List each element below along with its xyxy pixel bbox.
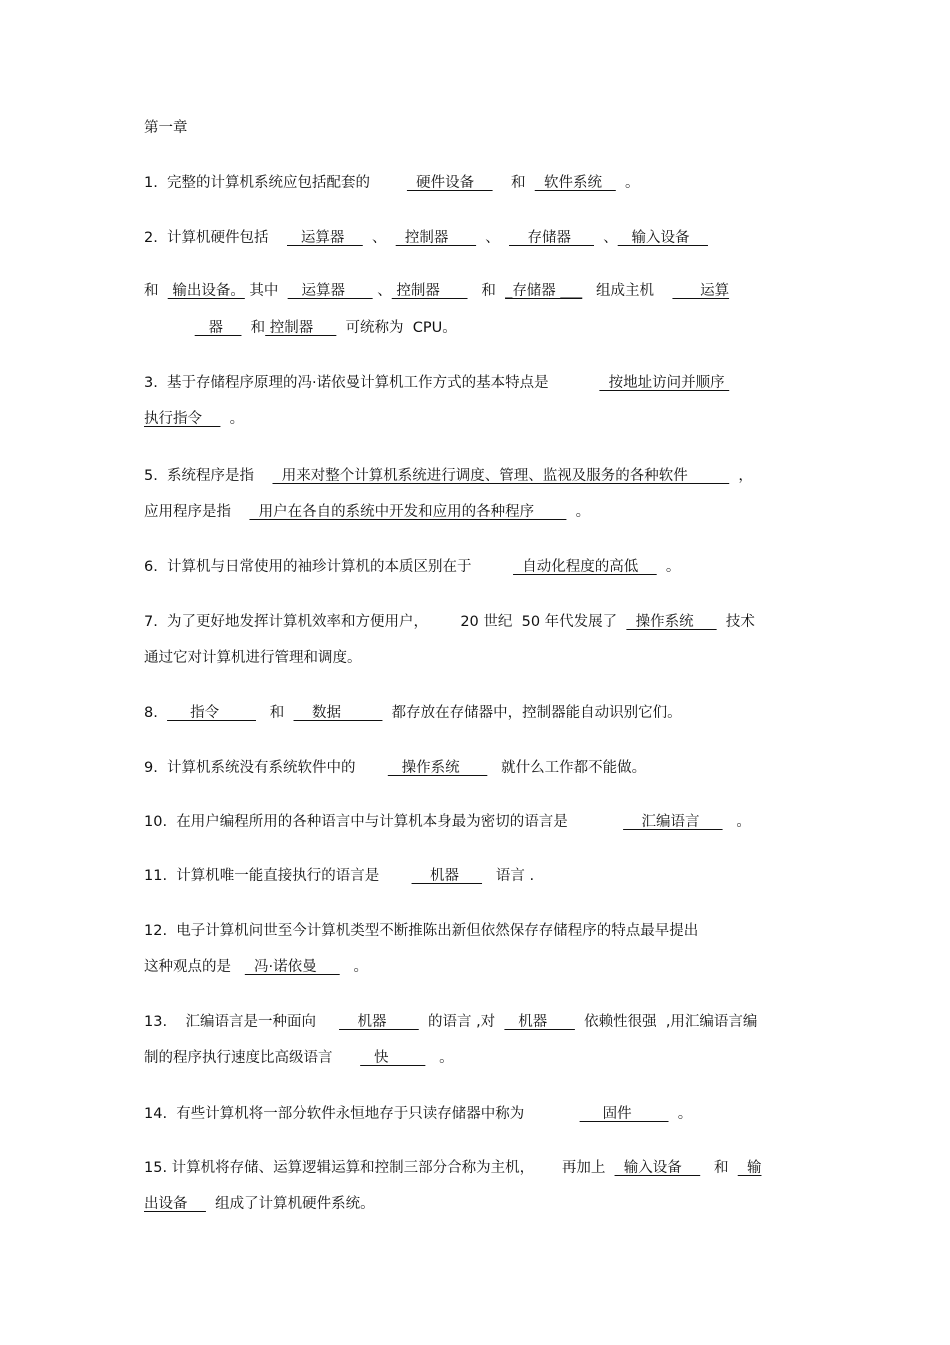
- answer-blank: 按地址访问并顺序: [599, 375, 730, 391]
- text-line: [144, 1158, 761, 1178]
- question-text: 15. 计算机将存储、运算逻辑运算和控制三部分合称为主机， 再加上: [144, 1160, 615, 1176]
- text-line: [144, 173, 640, 193]
- text-line: [144, 957, 368, 977]
- question-text: 、: [594, 230, 618, 246]
- question-text: 和: [467, 283, 506, 299]
- question-text: 。: [220, 411, 245, 427]
- text-line: [144, 612, 755, 632]
- answer-blank: 汇编语言: [623, 814, 723, 830]
- question-text: 可统称为 CPU。: [336, 320, 457, 336]
- question-text: 14. 有些计算机将一部分软件永恒地存于只读存储器中称为: [144, 1106, 580, 1122]
- text-line: [144, 866, 534, 886]
- question-text: 。: [615, 175, 640, 191]
- question-text: 和: [241, 320, 266, 336]
- text-line: [144, 502, 590, 522]
- answer-blank: 输入设备: [617, 230, 708, 246]
- question-text: 、: [476, 230, 510, 246]
- question-text: 。: [339, 959, 369, 975]
- question-text: 。: [668, 1106, 693, 1122]
- question-text: 1. 完整的计算机系统应包括配套的: [144, 175, 407, 191]
- answer-blank: 软件系统: [534, 175, 616, 191]
- text-line: [144, 373, 729, 393]
- text-line: [144, 1194, 375, 1214]
- text-line: [144, 228, 708, 248]
- question-text: 。: [656, 559, 681, 575]
- text-line: [144, 703, 682, 723]
- text-line: [144, 466, 753, 486]
- answer-blank: 操作系统: [626, 614, 717, 630]
- answer-blank: 运算器: [287, 230, 363, 246]
- question-text: 、: [372, 283, 392, 299]
- answer-blank: 输出设备。: [167, 283, 245, 299]
- answer-blank: 输入设备: [614, 1160, 701, 1176]
- text-line: [144, 921, 698, 941]
- answer-blank: 用户在各自的系统中开发和应用的各种程序: [249, 504, 567, 520]
- question-text: 12. 电子计算机问世至今计算机类型不断推陈出新但依然保存存储程序的特点最早提出: [144, 923, 699, 939]
- question-text: 其中: [244, 283, 288, 299]
- question-text: 依赖性很强 ,用汇编语言编: [574, 1014, 758, 1030]
- question-text: 应用程序是指: [144, 504, 250, 520]
- answer-blank: 运算器: [287, 283, 373, 299]
- answer-blank: 控制器: [391, 283, 468, 299]
- question-text: 9. 计算机系统没有系统软件中的: [144, 760, 388, 776]
- question-text: 7. 为了更好地发挥计算机效率和方便用户， 20 世纪 50 年代发展了: [144, 614, 627, 630]
- question-text: 的语言 ,对: [418, 1014, 505, 1030]
- question-text: 。: [425, 1050, 454, 1066]
- question-text: 和: [255, 705, 294, 721]
- question-text: 5. 系统程序是指: [144, 468, 273, 484]
- answer-blank: 冯·诺依曼: [244, 959, 340, 975]
- text-line: [144, 758, 646, 778]
- chapter-title: 第一章: [144, 120, 188, 136]
- answer-blank: 机器: [339, 1014, 419, 1030]
- text-line: [144, 648, 362, 668]
- text-line: [144, 409, 244, 429]
- question-text: 都存放在存储器中，控制器能自动识别它们。: [382, 705, 682, 721]
- question-text: 13. 汇编语言是一种面向: [144, 1014, 340, 1030]
- answer-blank: 机器: [411, 868, 483, 884]
- answer-blank: 存储器: [509, 230, 594, 246]
- text-line: [144, 1012, 757, 1032]
- question-text: 10. 在用户编程所用的各种语言中与计算机本身最为密切的语言是: [144, 814, 624, 830]
- question-text: 语言 .: [482, 868, 535, 884]
- answer-blank: 机器: [504, 1014, 575, 1030]
- question-text: 2. 计算机硬件包括: [144, 230, 287, 246]
- answer-blank: 控制器: [395, 230, 477, 246]
- question-text: 组成了计算机硬件系统。: [205, 1196, 375, 1212]
- question-text: 6. 计算机与日常使用的袖珍计算机的本质区别在于: [144, 559, 514, 575]
- text-line: [144, 812, 751, 832]
- answer-blank: 运算: [672, 283, 730, 299]
- answer-blank: _存储器 ___: [505, 283, 583, 299]
- question-text: [144, 320, 195, 336]
- answer-blank: 指令: [167, 705, 256, 721]
- question-text: 和: [144, 283, 168, 299]
- question-text: 就什么工作都不能做。: [487, 760, 647, 776]
- text-line: [144, 281, 729, 301]
- question-text: 组成主机: [582, 283, 673, 299]
- question-text: 8.: [144, 705, 168, 721]
- answer-blank: 数据: [293, 705, 383, 721]
- answer-blank: 器: [194, 320, 242, 336]
- answer-blank: 快: [360, 1050, 426, 1066]
- text-line: [144, 557, 680, 577]
- text-line: [144, 1048, 454, 1068]
- text-line: [144, 1104, 692, 1124]
- question-text: 和: [700, 1160, 738, 1176]
- answer-blank: 出设备: [144, 1196, 206, 1212]
- question-text: 、: [362, 230, 396, 246]
- question-text: 。: [722, 814, 751, 830]
- answer-blank: 操作系统: [387, 760, 488, 776]
- answer-blank: 控制器: [265, 320, 337, 336]
- answer-blank: 用来对整个计算机系统进行调度、管理、监视及服务的各种软件: [272, 468, 730, 484]
- question-text: 通过它对计算机进行管理和调度。: [144, 650, 362, 666]
- question-text: 这种观点的是: [144, 959, 245, 975]
- answer-blank: 硬件设备: [406, 175, 493, 191]
- question-text: 。: [566, 504, 591, 520]
- question-text: 制的程序执行速度比高级语言: [144, 1050, 361, 1066]
- question-text: 3. 基于存储程序原理的冯·诺依曼计算机工作方式的基本特点是: [144, 375, 600, 391]
- question-text: 11. 计算机唯一能直接执行的语言是: [144, 868, 412, 884]
- answer-blank: 执行指令: [144, 411, 221, 427]
- question-text: 技术: [716, 614, 755, 630]
- question-text: 和: [492, 175, 535, 191]
- text-line: [144, 318, 457, 338]
- question-text: ，: [729, 468, 753, 484]
- answer-blank: 输: [737, 1160, 762, 1176]
- answer-blank: 自动化程度的高低: [513, 559, 657, 575]
- answer-blank: 固件: [579, 1106, 669, 1122]
